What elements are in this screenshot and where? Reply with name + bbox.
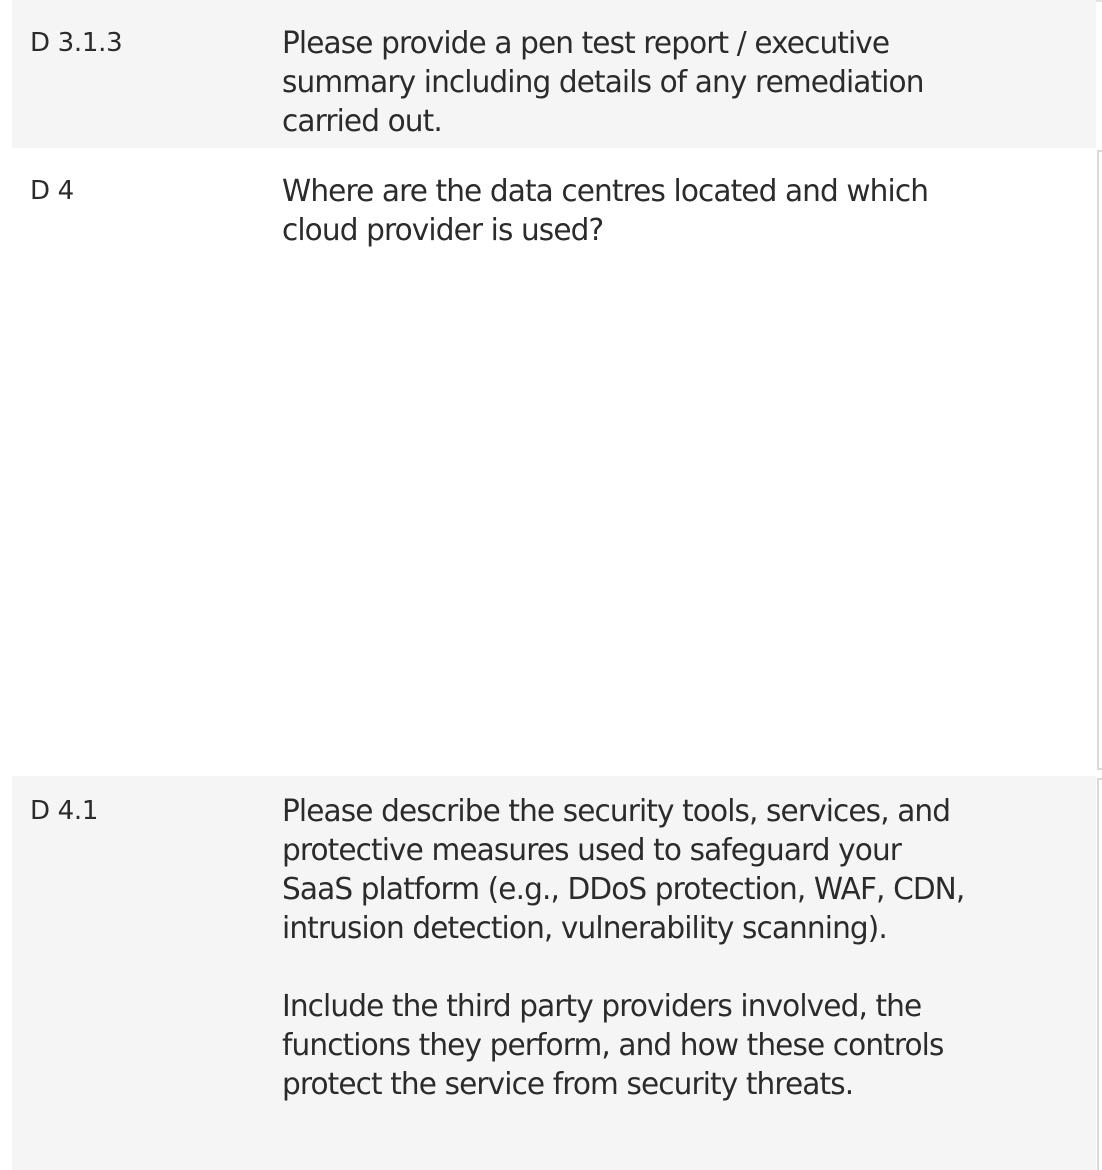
question-text	[282, 792, 972, 1104]
answer-column-border	[1097, 150, 1099, 770]
question-paragraph: Where are the data centres located and which cloud provider is used?	[282, 174, 929, 248]
question-code: D 4.1	[30, 796, 99, 826]
question-row-d-3-1-3	[12, 0, 1096, 148]
answer-column-border	[1097, 778, 1099, 1170]
question-text	[282, 24, 972, 141]
question-paragraph: Please provide a pen test report / executive summary including details of any remediation carried out.	[282, 26, 924, 139]
answer-column-border-tick	[1097, 150, 1102, 152]
question-text	[282, 172, 972, 250]
answer-column-border-tick	[1097, 778, 1102, 780]
question-row-d-4	[12, 152, 1096, 770]
question-row-d-4-1	[12, 776, 1096, 1170]
answer-column-border-tick	[1097, 768, 1102, 770]
question-code: D 3.1.3	[30, 28, 123, 58]
question-paragraph: Please describe the security tools, services, and protective measures used to safeguard your SaaS platform (e.g., DDoS protection, WAF, CDN, intrusion detection, vulnerability scanning).	[282, 794, 965, 946]
question-code: D 4	[30, 176, 74, 206]
question-paragraph: Include the third party providers involved, the functions they perform, and how these controls protect the service from security threats.	[282, 989, 944, 1102]
